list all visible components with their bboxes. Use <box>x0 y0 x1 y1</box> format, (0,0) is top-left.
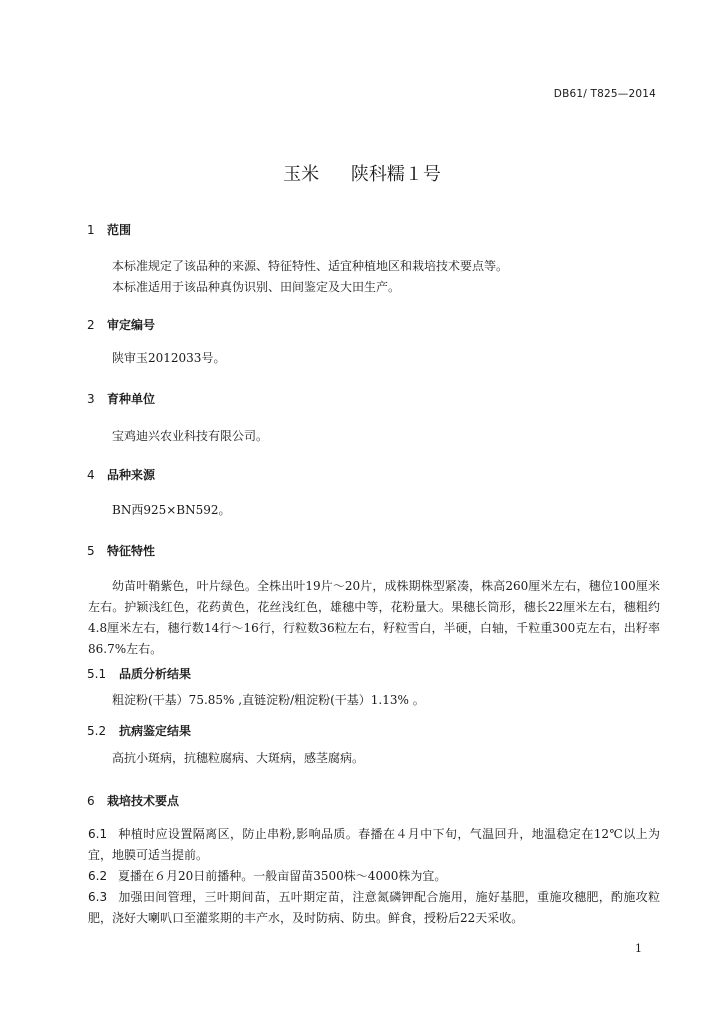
standard-code: DB61/ T825—2014 <box>553 88 656 100</box>
section-heading <box>87 542 155 559</box>
paragraph: 本标准规定了该品种的来源、特征特性、适宜种植地区和栽培技术要点等。 <box>112 259 509 273</box>
section-number: 2 <box>87 318 95 332</box>
paragraph: 宝鸡迪兴农业科技有限公司。 <box>112 429 269 443</box>
section-title: 品质分析结果 <box>119 667 192 681</box>
section-number: 3 <box>87 392 95 406</box>
section-number: 1 <box>87 223 95 237</box>
paragraph: 幼苗叶鞘紫色，叶片绿色。全株出叶19片～20片，成株期株型紧凑，株高260厘米左右，穗位100厘米左右。护颖浅红色，花药黄色，花丝浅红色，雄穗中等，花粉量大。果穗长筒形，穗长22厘米左右，穗粗约4.8厘米左右，穗行数14行～16行，行粒数36粒左右，籽粒雪白，半硬，白轴，千粒重300克左右，出籽率86.7%左右。 <box>88 579 660 656</box>
section-body <box>88 426 660 447</box>
section-title: 抗病鉴定结果 <box>119 724 192 738</box>
section-title: 审定编号 <box>107 318 156 332</box>
item-text: 种植时应设置隔离区，防止串粉,影响品质。春播在４月中下旬，气温回升，地温稳定在12℃以上为宜，地膜可适当提前。 <box>88 827 660 862</box>
section-number: 6 <box>87 794 95 808</box>
paragraph: 陕审玉2012033号。 <box>112 351 226 365</box>
list-item <box>88 887 660 929</box>
section-heading <box>87 221 131 238</box>
section-body <box>88 256 660 298</box>
paragraph: 本标准适用于该品种真伪识别、田间鉴定及大田生产。 <box>112 280 401 294</box>
section-body <box>88 500 660 521</box>
item-number: 6.1 <box>88 827 108 841</box>
section-body <box>88 576 660 660</box>
paragraph: 高抗小斑病，抗穗粒腐病、大斑病，感茎腐病。 <box>112 751 365 765</box>
item-number: 6.3 <box>88 890 108 904</box>
list-item <box>88 824 660 866</box>
section-heading <box>87 316 155 333</box>
subsection-heading <box>87 722 191 739</box>
section-title: 栽培技术要点 <box>107 794 180 808</box>
item-number: 6.2 <box>88 869 108 883</box>
item-text: 加强田间管理，三叶期间苗，五叶期定苗，注意氮磷钾配合施用，施好基肥，重施攻穗肥，酌施攻粒肥，浇好大喇叭口至灌浆期的丰产水，及时防病、防虫。鲜食，授粉后22天采收。 <box>88 890 660 925</box>
section-number: 4 <box>87 468 95 482</box>
section-heading <box>87 390 155 407</box>
section-number: 5.2 <box>87 724 107 738</box>
subsection-heading <box>87 665 191 682</box>
paragraph: 粗淀粉(干基）75.85% ,直链淀粉/粗淀粉(干基）1.13% 。 <box>112 693 425 707</box>
list-item <box>88 866 660 887</box>
section-title: 特征特性 <box>107 544 156 558</box>
section-body <box>88 348 660 369</box>
page-number: 1 <box>635 942 642 955</box>
section-title: 范围 <box>107 223 132 237</box>
section-number: 5 <box>87 544 95 558</box>
section-title: 品种来源 <box>107 468 156 482</box>
section-number: 5.1 <box>87 667 107 681</box>
section-body <box>88 748 660 769</box>
paragraph: BN西925×BN592。 <box>112 503 231 517</box>
section-body <box>88 690 660 711</box>
section-heading <box>87 792 179 809</box>
section-title: 育种单位 <box>107 392 156 406</box>
section-heading <box>87 466 155 483</box>
item-text: 夏播在６月20日前播种。一般亩留苗3500株～4000株为宜。 <box>118 869 447 883</box>
document-title: 玉米 陕科糯１号 <box>283 164 441 185</box>
section-body <box>88 824 660 929</box>
